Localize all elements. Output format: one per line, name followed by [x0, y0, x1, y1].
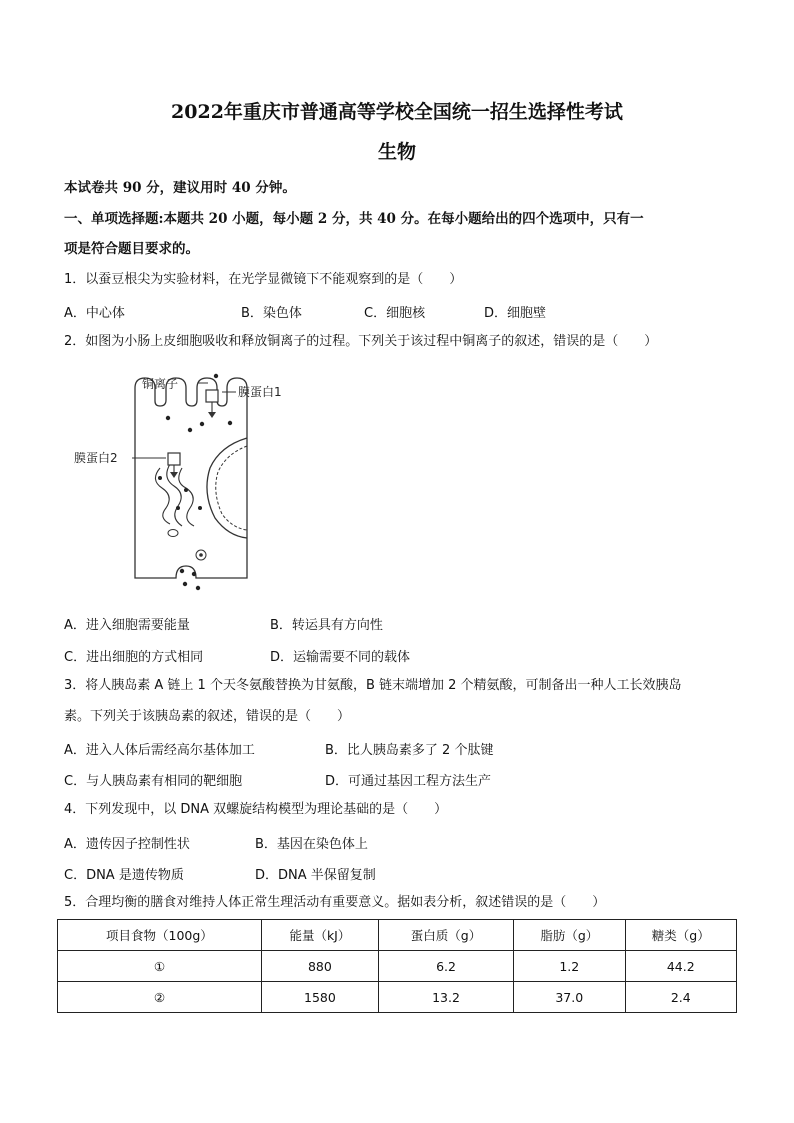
exam-intro: 本试卷共 90 分，建议用时 40 分钟。 [64, 180, 296, 196]
table-header-row [58, 920, 737, 951]
q4-option-d: D．DNA 半保留复制 [255, 868, 376, 883]
table-row [58, 951, 737, 982]
exam-subject: 生物 [377, 141, 416, 163]
table-cell: 1580 [261, 982, 378, 1013]
section-heading-line2: 项是符合题目要求的。 [64, 241, 199, 257]
q3-option-b: B．比人胰岛素多了 2 个肽键 [325, 743, 494, 758]
table-cell: ② [58, 982, 262, 1013]
nuclear-envelope [216, 446, 247, 530]
table-cell: 44.2 [625, 951, 736, 982]
q1-option-c: C．细胞核 [364, 306, 426, 321]
nucleus-outline [207, 438, 247, 538]
q3-option-a: A．进入人体后需经高尔基体加工 [64, 743, 255, 758]
table-header: 项目食物（100g） [58, 920, 262, 951]
table-cell: ① [58, 951, 262, 982]
nutrition-table [57, 919, 737, 1013]
q4-option-a: A．遗传因子控制性状 [64, 837, 190, 852]
table-cell: 13.2 [378, 982, 513, 1013]
membrane-protein-2 [168, 453, 180, 465]
table-header: 蛋白质（g） [378, 920, 513, 951]
q2-option-c: C．进出细胞的方式相同 [64, 650, 204, 665]
q1-stem: 1．以蚕豆根尖为实验材料，在光学显微镜下不能观察到的是（ ） [64, 272, 463, 287]
er-fold [155, 468, 170, 524]
cell-diagram [70, 368, 310, 600]
table-header: 能量（kJ） [261, 920, 378, 951]
table-cell: 37.0 [514, 982, 625, 1013]
q2-option-b: B．转运具有方向性 [270, 618, 383, 633]
section-heading-line1: 一、单项选择题:本题共 20 小题，每小题 2 分，共 40 分。在每小题给出的四个选项中，只有一 [64, 211, 644, 227]
q4-option-c: C．DNA 是遗传物质 [64, 868, 184, 883]
q2-stem: 2．如图为小肠上皮细胞吸收和释放铜离子的过程。下列关于该过程中铜离子的叙述，错误的是（ ） [64, 334, 658, 349]
q1-option-b: B．染色体 [241, 306, 302, 321]
q1-option-a: A．中心体 [64, 306, 125, 321]
vesicle [168, 530, 178, 537]
q1-option-d: D．细胞壁 [484, 306, 547, 321]
label-membrane-protein-1: 膜蛋白1 [238, 385, 282, 399]
table-cell: 1.2 [514, 951, 625, 982]
q3-option-d: D．可通过基因工程方法生产 [325, 774, 492, 789]
q4-option-b: B．基因在染色体上 [255, 837, 368, 852]
label-copper-ion: 铜离子 [142, 377, 179, 391]
exam-title: 2022年重庆市普通高等学校全国统一招生选择性考试 [171, 101, 623, 123]
q3-stem-line2: 素。下列关于该胰岛素的叙述，错误的是（ ） [64, 709, 351, 724]
table-cell: 880 [261, 951, 378, 982]
q2-option-a: A．进入细胞需要能量 [64, 618, 190, 633]
q2-option-d: D．运输需要不同的载体 [270, 650, 411, 665]
table-cell: 2.4 [625, 982, 736, 1013]
table-header: 糖类（g） [625, 920, 736, 951]
table-header: 脂肪（g） [514, 920, 625, 951]
q5-stem: 5．合理均衡的膳食对维持人体正常生理活动有重要意义。据如表分析，叙述错误的是（ ） [64, 895, 606, 910]
q3-option-c: C．与人胰岛素有相同的靶细胞 [64, 774, 243, 789]
table-row [58, 982, 737, 1013]
q4-stem: 4．下列发现中，以 DNA 双螺旋结构模型为理论基础的是（ ） [64, 802, 448, 817]
membrane-protein-1 [206, 390, 218, 402]
label-membrane-protein-2: 膜蛋白2 [74, 451, 118, 465]
table-cell: 6.2 [378, 951, 513, 982]
q3-stem-line1: 3．将人胰岛素 A 链上 1 个天冬氨酸替换为甘氨酸，B 链末端增加 2 个精氨酸，可制备出一种人工长效胰岛 [64, 678, 682, 693]
cell-membrane [135, 378, 247, 578]
